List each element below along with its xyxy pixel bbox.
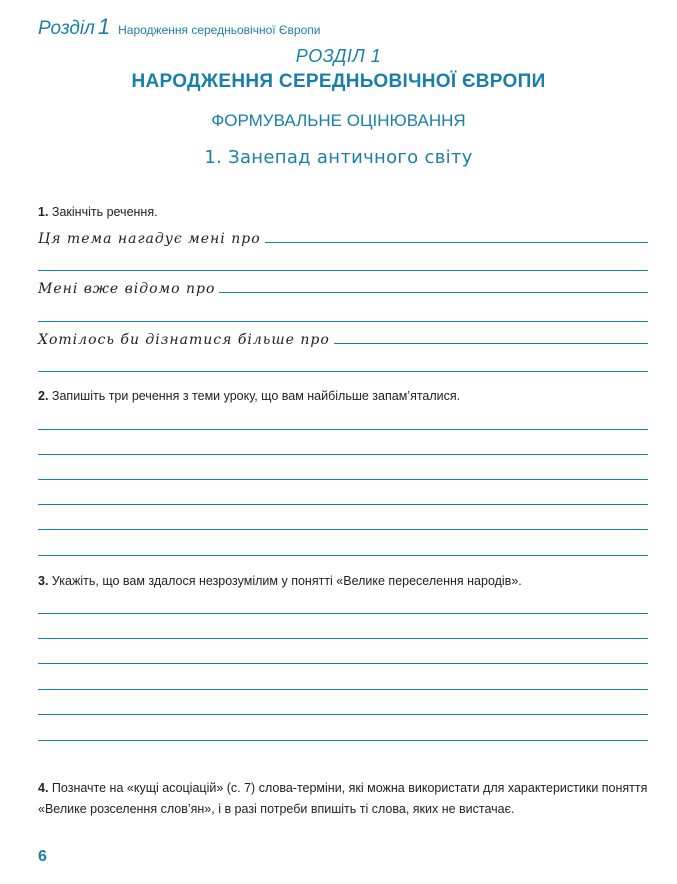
answer-line[interactable]: [38, 504, 648, 505]
question-4-text: Позначте на «кущі асоціацій» (с. 7) слова-терміни, які можна використати для характеристики поняття «Велике розселення слов’ян», і в разі потреби впишіть ті слова, яких не вистачає.: [38, 781, 648, 816]
question-1: [38, 205, 158, 219]
prompt-1: Ця тема нагадує мені про: [38, 231, 261, 247]
answer-line[interactable]: [38, 529, 648, 530]
header-chapter-subtitle: Народження середньовічної Європи: [118, 23, 321, 37]
header-chapter-word: Розділ: [38, 18, 95, 39]
answer-line[interactable]: [38, 429, 648, 430]
question-2-text: Запишіть три речення з теми уроку, що вам найбільше запам’яталися.: [51, 389, 461, 403]
answer-line[interactable]: [38, 371, 648, 372]
answer-line[interactable]: [38, 454, 648, 455]
question-2-number: 2.: [38, 389, 49, 403]
answer-line[interactable]: [38, 740, 648, 741]
question-3: [38, 574, 522, 588]
answer-row-2[interactable]: [38, 275, 648, 297]
answer-line[interactable]: [38, 714, 648, 715]
question-2: [38, 389, 460, 403]
answer-line[interactable]: [38, 613, 648, 614]
question-3-number: 3.: [38, 574, 49, 588]
answer-line[interactable]: [38, 270, 648, 271]
answer-line[interactable]: [38, 663, 648, 664]
topic-title: 1. Занепад античного світу: [204, 147, 473, 168]
answer-line[interactable]: [38, 638, 648, 639]
assessment-title: ФОРМУВАЛЬНЕ ОЦІНЮВАННЯ: [211, 111, 466, 130]
answer-row-1[interactable]: [38, 225, 648, 247]
answer-line[interactable]: [38, 555, 648, 556]
prompt-2: Мені вже відомо про: [38, 281, 216, 297]
header-chapter-number: 1: [97, 14, 111, 39]
running-header: [38, 14, 320, 40]
question-3-text: Укажіть, що вам здалося незрозумілим у понятті «Велике переселення народів».: [51, 574, 522, 588]
answer-line[interactable]: [38, 689, 648, 690]
question-4: [38, 778, 648, 820]
section-title: НАРОДЖЕННЯ СЕРЕДНЬОВІЧНОЇ ЄВРОПИ: [131, 71, 546, 92]
answer-line[interactable]: [38, 321, 648, 322]
answer-row-3[interactable]: [38, 326, 648, 348]
question-1-text: Закінчіть речення.: [51, 205, 158, 219]
answer-line[interactable]: [38, 479, 648, 480]
answer-line[interactable]: [334, 343, 648, 344]
answer-line[interactable]: [265, 242, 648, 243]
prompt-3: Хотілось би дізнатися більше про: [38, 332, 330, 348]
question-1-number: 1.: [38, 205, 49, 219]
section-label: РОЗДІЛ 1: [295, 46, 382, 66]
question-4-number: 4.: [38, 781, 49, 795]
answer-line[interactable]: [219, 292, 648, 293]
page-number: 6: [38, 848, 47, 865]
